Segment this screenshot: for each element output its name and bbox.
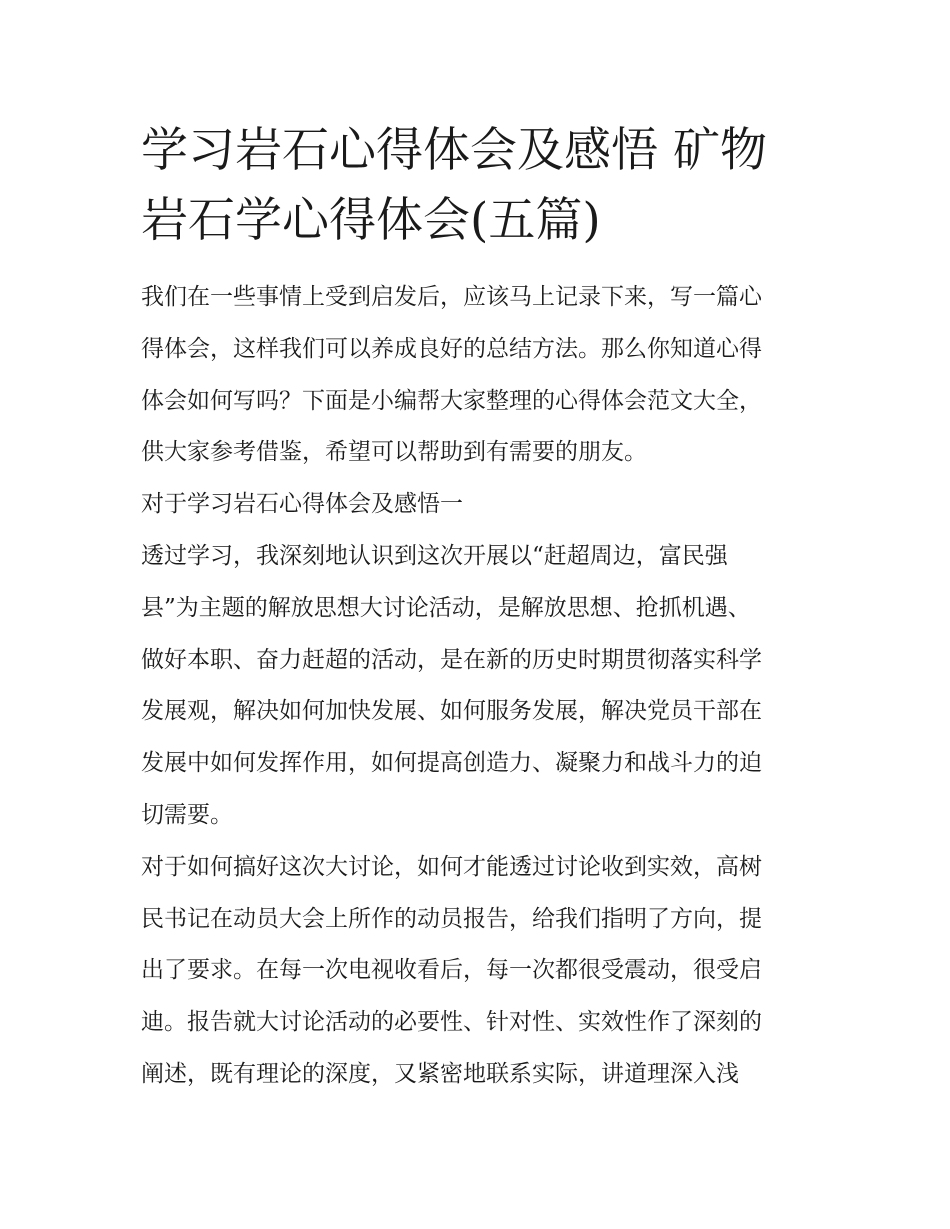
document-body xyxy=(141,272,816,1101)
body-line: 供大家参考借鉴，希望可以帮助到有需要的朋友。 xyxy=(141,439,647,466)
body-line: 对于如何搞好这次大讨论，如何才能透过讨论收到实效，高树 xyxy=(141,853,762,880)
body-line: 发展中如何发挥作用，如何提高创造力、凝聚力和战斗力的迫 xyxy=(141,750,762,777)
body-line: 我们在一些事情上受到启发后，应该马上记录下来，写一篇心 xyxy=(141,284,762,310)
document-content xyxy=(141,116,816,1101)
body-line: 民书记在动员大会上所作的动员报告，给我们指明了方向，提 xyxy=(141,905,762,932)
body-line: 得体会，这样我们可以养成良好的总结方法。那么你知道心得 xyxy=(141,335,762,362)
body-line: 阐述，既有理论的深度，又紧密地联系实际，讲道理深入浅 xyxy=(141,1060,739,1087)
body-line: 体会如何写吗？下面是小编帮大家整理的心得体会范文大全， xyxy=(141,387,762,414)
body-line: 透过学习，我深刻地认识到这次开展以“赶超周边，富民强 xyxy=(141,542,728,569)
body-line: 切需要。 xyxy=(141,801,233,828)
title-line-1: 学习岩石心得体会及感悟 矿物 xyxy=(141,123,767,178)
body-line: 县”为主题的解放思想大讨论活动，是解放思想、抢抓机遇、 xyxy=(141,594,751,621)
body-line: 发展观，解决如何加快发展、如何服务发展，解决党员干部在 xyxy=(141,698,762,725)
body-line: 迪。报告就大讨论活动的必要性、针对性、实效性作了深刻的 xyxy=(141,1009,762,1036)
body-line: 做好本职、奋力赶超的活动，是在新的历史时期贯彻落实科学 xyxy=(141,646,762,673)
title-line-2: 岩石学心得体会(五篇) xyxy=(141,193,601,248)
body-line: 出了要求。在每一次电视收看后，每一次都很受震动，很受启 xyxy=(141,957,762,984)
section-heading: 对于学习岩石心得体会及感悟一 xyxy=(141,491,463,518)
document-title xyxy=(141,116,816,256)
